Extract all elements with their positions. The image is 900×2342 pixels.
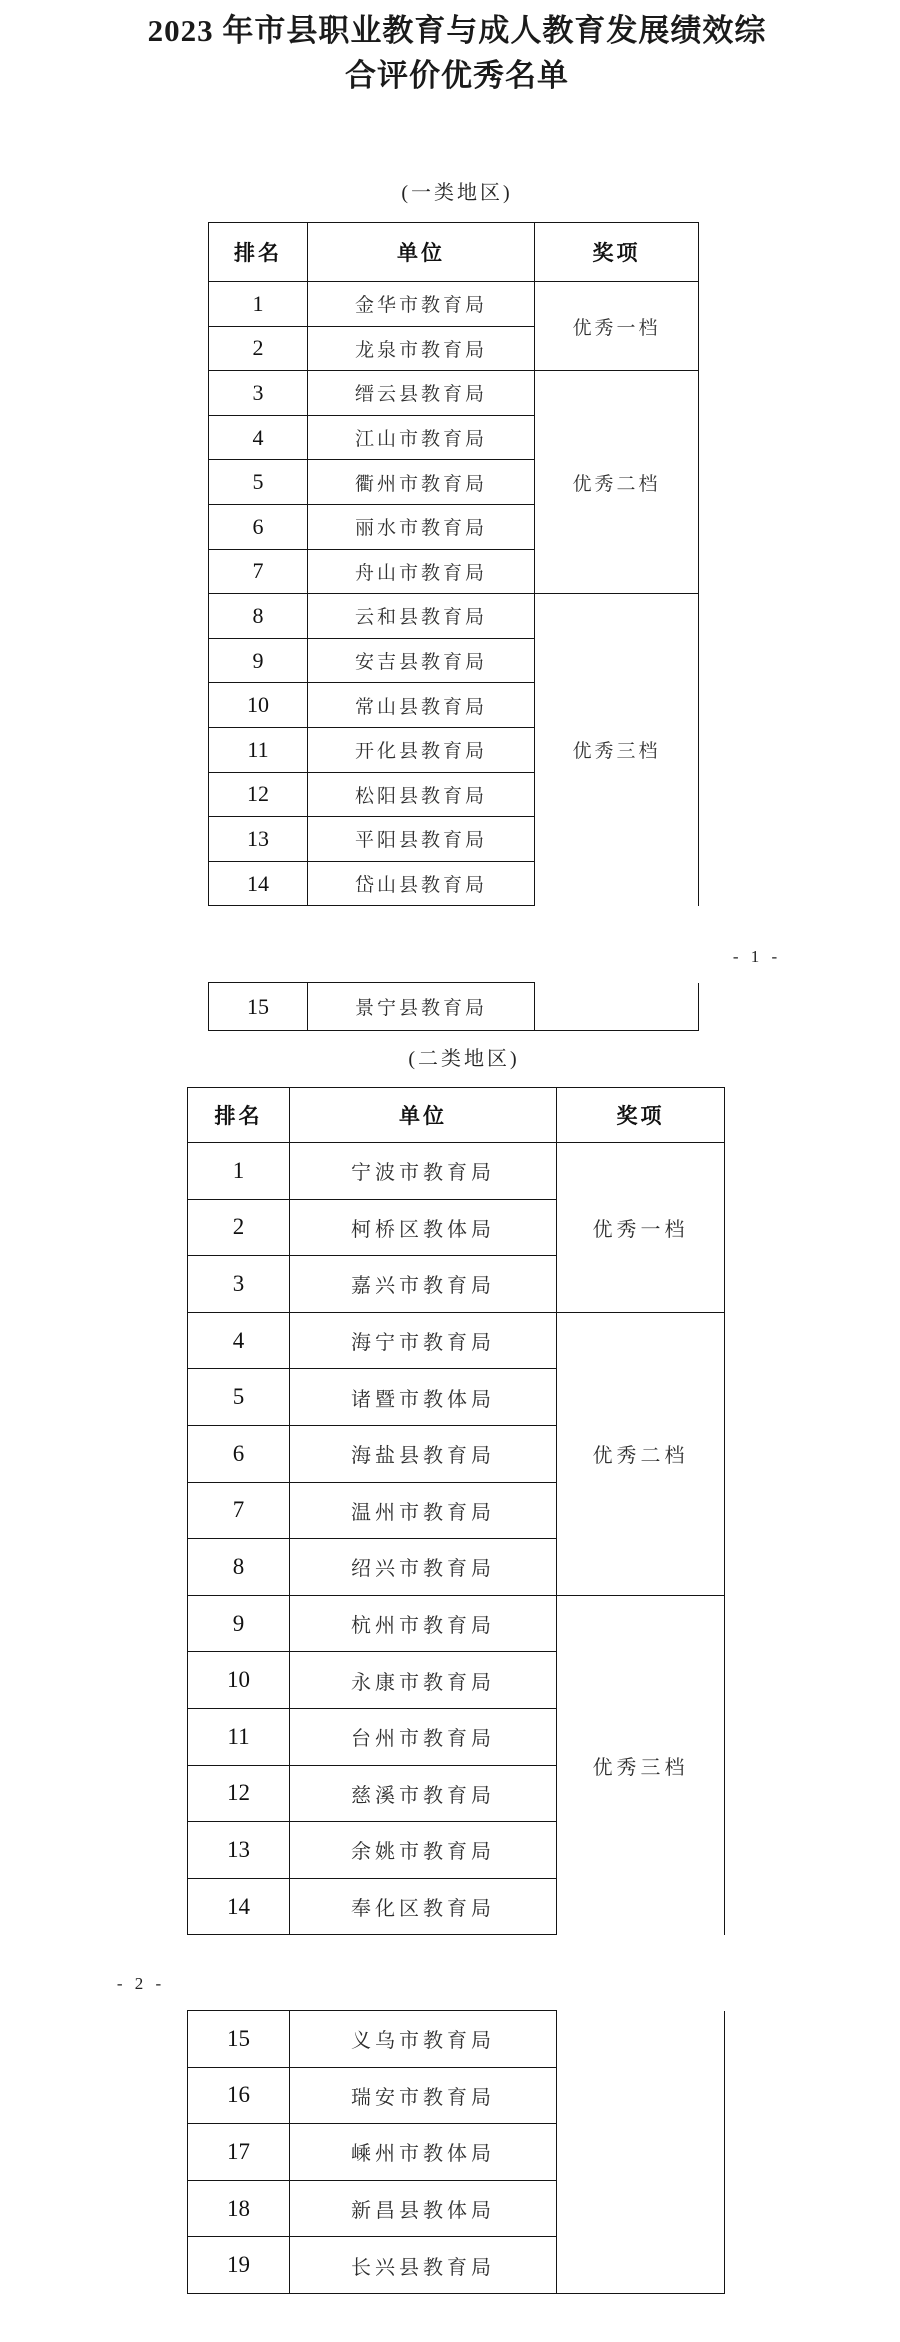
column-header-unit: 单位 (308, 223, 535, 282)
column-header-unit: 单位 (290, 1088, 557, 1143)
unit-cell: 嘉兴市教育局 (290, 1256, 557, 1313)
unit-cell: 海盐县教育局 (290, 1425, 557, 1482)
unit-cell: 嵊州市教体局 (290, 2124, 557, 2181)
award-cell: 优秀三档 (535, 594, 699, 906)
award-cell: 优秀二档 (557, 1312, 725, 1595)
unit-cell: 金华市教育局 (308, 282, 535, 327)
table-row (188, 1312, 725, 1369)
unit-cell: 永康市教育局 (290, 1652, 557, 1709)
section-label-region1: (一类地区) (401, 182, 513, 204)
award-cell: 优秀三档 (557, 1595, 725, 1935)
unit-cell: 平阳县教育局 (308, 817, 535, 862)
unit-cell: 龙泉市教育局 (308, 326, 535, 371)
header-row (188, 1088, 725, 1143)
rank-cell: 16 (188, 2067, 290, 2124)
rank-cell: 19 (188, 2237, 290, 2294)
rank-cell: 14 (188, 1878, 290, 1935)
unit-cell: 台州市教育局 (290, 1708, 557, 1765)
rank-cell: 13 (188, 1822, 290, 1879)
unit-cell: 常山县教育局 (308, 683, 535, 728)
page-title-line-1: 2023 年市县职业教育与成人教育发展绩效综 (147, 13, 767, 48)
rank-cell: 7 (188, 1482, 290, 1539)
ranking-table-region1-page1 (208, 222, 699, 906)
rank-cell: 9 (188, 1595, 290, 1652)
award-cell: 优秀一档 (535, 282, 699, 371)
award-cell (535, 983, 699, 1031)
unit-cell: 长兴县教育局 (290, 2237, 557, 2294)
table-row (188, 2011, 725, 2068)
table-row (209, 282, 699, 327)
award-cell: 优秀一档 (557, 1143, 725, 1313)
unit-cell: 江山市教育局 (308, 415, 535, 460)
column-header-rank: 排名 (209, 223, 308, 282)
rank-cell: 1 (188, 1143, 290, 1200)
unit-cell: 温州市教育局 (290, 1482, 557, 1539)
table-row (209, 371, 699, 416)
unit-cell: 安吉县教育局 (308, 638, 535, 683)
ranking-table-region1-page2 (208, 982, 699, 1031)
rank-cell: 11 (209, 727, 308, 772)
page-number-1: - 1 - (732, 947, 782, 966)
rank-cell: 8 (209, 594, 308, 639)
unit-cell: 宁波市教育局 (290, 1143, 557, 1200)
unit-cell: 余姚市教育局 (290, 1822, 557, 1879)
rank-cell: 5 (188, 1369, 290, 1426)
rank-cell: 1 (209, 282, 308, 327)
unit-cell: 瑞安市教育局 (290, 2067, 557, 2124)
table-row (209, 983, 699, 1031)
unit-cell: 开化县教育局 (308, 727, 535, 772)
section-label-region2: (二类地区) (408, 1048, 520, 1070)
rank-cell: 3 (188, 1256, 290, 1313)
unit-cell: 奉化区教育局 (290, 1878, 557, 1935)
unit-cell: 舟山市教育局 (308, 549, 535, 594)
unit-cell: 诸暨市教体局 (290, 1369, 557, 1426)
page-number-2: - 2 - (116, 1974, 166, 1993)
rank-cell: 17 (188, 2124, 290, 2181)
header-row (209, 223, 699, 282)
rank-cell: 4 (209, 415, 308, 460)
unit-cell: 慈溪市教育局 (290, 1765, 557, 1822)
award-cell: 优秀二档 (535, 371, 699, 594)
unit-cell: 海宁市教育局 (290, 1312, 557, 1369)
table-row (188, 1595, 725, 1652)
rank-cell: 10 (188, 1652, 290, 1709)
unit-cell: 杭州市教育局 (290, 1595, 557, 1652)
award-cell (557, 2011, 725, 2294)
table-row (209, 594, 699, 639)
rank-cell: 6 (188, 1425, 290, 1482)
rank-cell: 2 (209, 326, 308, 371)
unit-cell: 缙云县教育局 (308, 371, 535, 416)
unit-cell: 绍兴市教育局 (290, 1539, 557, 1596)
unit-cell: 衢州市教育局 (308, 460, 535, 505)
page-title-line-2: 合评价优秀名单 (345, 58, 569, 93)
page-title (7, 8, 900, 98)
unit-cell: 景宁县教育局 (308, 983, 535, 1031)
rank-cell: 5 (209, 460, 308, 505)
rank-cell: 7 (209, 549, 308, 594)
unit-cell: 丽水市教育局 (308, 504, 535, 549)
rank-cell: 6 (209, 504, 308, 549)
rank-cell: 14 (209, 861, 308, 906)
unit-cell: 岱山县教育局 (308, 861, 535, 906)
column-header-award: 奖项 (557, 1088, 725, 1143)
rank-cell: 8 (188, 1539, 290, 1596)
rank-cell: 12 (209, 772, 308, 817)
rank-cell: 9 (209, 638, 308, 683)
rank-cell: 4 (188, 1312, 290, 1369)
rank-cell: 15 (209, 983, 308, 1031)
rank-cell: 15 (188, 2011, 290, 2068)
column-header-award: 奖项 (535, 223, 699, 282)
table-row (188, 1143, 725, 1200)
rank-cell: 2 (188, 1199, 290, 1256)
unit-cell: 云和县教育局 (308, 594, 535, 639)
ranking-table-region2-page2 (187, 1087, 725, 1935)
rank-cell: 13 (209, 817, 308, 862)
rank-cell: 10 (209, 683, 308, 728)
column-header-rank: 排名 (188, 1088, 290, 1143)
rank-cell: 11 (188, 1708, 290, 1765)
rank-cell: 18 (188, 2180, 290, 2237)
unit-cell: 柯桥区教体局 (290, 1199, 557, 1256)
unit-cell: 义乌市教育局 (290, 2011, 557, 2068)
unit-cell: 新昌县教体局 (290, 2180, 557, 2237)
rank-cell: 12 (188, 1765, 290, 1822)
unit-cell: 松阳县教育局 (308, 772, 535, 817)
ranking-table-region2-page3 (187, 2010, 725, 2294)
rank-cell: 3 (209, 371, 308, 416)
